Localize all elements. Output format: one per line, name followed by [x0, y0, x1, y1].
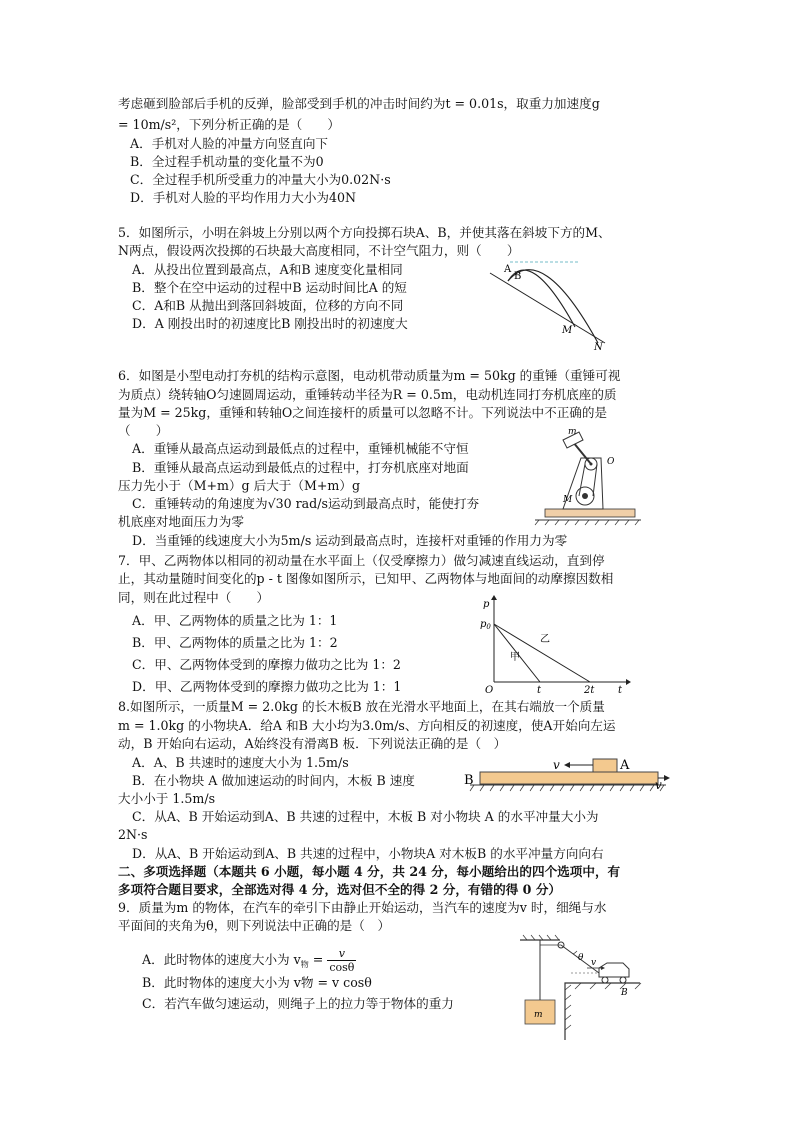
line-yi	[494, 624, 590, 682]
q7-pt-graph	[480, 594, 630, 694]
label-m: m	[534, 1010, 543, 1020]
q9-line-1: 9．质量为m 的物体，在汽车的牵引下由静止开始运动，当汽车的速度为v 时，细绳与水	[118, 900, 607, 915]
q9-option-c: C．若汽车做匀速运动，则绳子上的拉力等于物体的重力	[142, 996, 454, 1011]
label-b: B	[514, 271, 522, 282]
q7-line-1: 7．甲、乙两物体以相同的初动量在水平面上（仅受摩擦力）做匀减速直线运动，直到停	[118, 553, 605, 568]
q6-tamper-figure	[533, 428, 643, 526]
ledge-hatch	[565, 983, 641, 1030]
q6-option-a: A．重锤从最高点运动到最低点的过程中，重锤机械能不守恒	[132, 441, 469, 456]
label-p0: $p_0$	[480, 619, 491, 631]
velocity-a: v	[553, 758, 560, 772]
q7-line-3: 同，则在此过程中（ ）	[118, 590, 270, 605]
q5-option-d: D．A 刚投出时的初速度比B 刚投出时的初速度大	[132, 316, 408, 331]
q6-option-c-cont: 机底座对地面压力为零	[118, 514, 244, 529]
q9-option-b: B．此时物体的速度大小为 v物 = v cosθ	[142, 975, 372, 990]
q6-line-4: （ ）	[118, 423, 169, 438]
q7-line-2: 止，其动量随时间变化的p - t 图像如图所示，已知甲、乙两物体与地面间的动摩擦因数相	[118, 571, 614, 586]
q9-option-a-numerator: v	[327, 947, 356, 961]
q7-option-c: C．甲、乙两物体受到的摩擦力做功之比为 1：2	[132, 657, 401, 672]
trajectory-b	[508, 270, 598, 343]
q4-line-2: = 10m/s²，下列分析正确的是（ ）	[118, 117, 340, 132]
q9-option-a-fraction	[327, 947, 356, 974]
q5-option-a: A．从投出位置到最高点，A和B 速度变化量相同	[132, 262, 403, 277]
q5-trajectory-figure	[480, 255, 610, 353]
ceiling-hatch	[523, 935, 559, 940]
q5-option-c: C．A和B 从抛出到落回斜坡面，位移的方向不同	[132, 298, 404, 313]
q8-option-b: B．在小物块 A 做加速运动的时间内，木板 B 速度	[132, 773, 415, 788]
q9-option-a-sub: 物	[300, 960, 309, 969]
label-a: A	[504, 264, 512, 275]
tick-t: t	[537, 685, 542, 696]
q9-option-a	[142, 945, 356, 975]
ground-hatch	[470, 785, 664, 791]
q4-option-a: A．手机对人脸的冲量方向竖直向下	[130, 136, 329, 151]
q4-option-c: C．全过程手机所受重力的冲量大小为0.02N·s	[130, 172, 391, 187]
q4-option-b: B．全过程手机动量的变化量不为0	[130, 154, 324, 169]
label-theta: θ	[578, 953, 584, 963]
section2-title-line-2: 多项符合题目要求，全部选对得 4 分，选对但不全的得 2 分，有错的得 0 分）	[118, 882, 562, 897]
label-o: O	[607, 457, 615, 467]
label-b: B	[464, 773, 474, 788]
q8-option-b-cont: 大小小于 1.5m/s	[118, 791, 216, 806]
q7-option-d: D．甲、乙两物体受到的摩擦力做功之比为 1：1	[132, 679, 402, 694]
q6-option-c: C．重锤转动的角速度为√30 rad/s运动到最高点时，能使打夯	[132, 496, 480, 511]
q8-line-1: 8.如图所示，一质量M = 2.0kg 的长木板B 放在光滑水平地面上，在其右端放一个质量	[118, 699, 605, 714]
label-m: m	[568, 427, 577, 437]
q8-option-c: C．从A、B 开始运动到A、B 共速的过程中，木板 B 对小物块 A 的水平冲量大小为	[132, 809, 599, 824]
block-a	[593, 759, 617, 772]
origin-o: O	[485, 685, 494, 696]
q6-option-d: D．当重锤的线速度大小为5m/s 运动到最高点时，连接杆对重锤的作用力为零	[132, 533, 568, 548]
tick-2t: 2t	[584, 685, 595, 696]
board-b	[480, 772, 658, 784]
label-yi: 乙	[540, 634, 550, 645]
q9-option-a-prefix: A．此时物体的速度大小为 v	[142, 952, 301, 967]
label-b: B	[621, 988, 628, 998]
label-m: M	[562, 325, 573, 336]
q5-line-1: 5．如图所示，小明在斜坡上分别以两个方向投掷石块A、B，并使其落在斜坡下方的M、	[118, 225, 611, 240]
label-n: N	[594, 342, 603, 353]
q9-pulley-figure	[515, 935, 645, 1040]
q6-line-1: 6．如图是小型电动打夯机的结构示意图，电动机带动质量为m = 50kg 的重锤（重锤可视	[118, 368, 621, 383]
ledge	[565, 983, 640, 1040]
q4-option-d: D．手机对人脸的平均作用力大小为40N	[130, 190, 357, 205]
q8-line-2: m = 1.0kg 的小物块A．给A 和B 大小均为3.0m/s、方向相反的初速度，使A开始向左运	[118, 718, 616, 733]
q6-option-b: B．重锤从最高点运动到最低点的过程中，打夯机底座对地面	[132, 460, 469, 475]
q9-line-2: 平面间的夹角为θ，则下列说法中正确的是（ ）	[118, 918, 391, 933]
q8-option-d: D．从A、B 开始运动到A、B 共速的过程中，小物块A 对木板B 的水平冲量方向向右	[132, 846, 604, 861]
q6-line-2: 为质点）绕转轴O匀速圆周运动，重锤转动半径为R = 0.5m，电动机连同打夯机底座的质	[118, 387, 617, 402]
slope-line	[490, 273, 605, 343]
ground-hatch	[535, 520, 639, 525]
label-jia: 甲	[510, 652, 520, 663]
q8-option-a: A．A、B 共速时的速度大小为 1.5m/s	[132, 755, 349, 770]
q5-option-b: B．整个在空中运动的过程中B 运动时间比A 的短	[132, 280, 407, 295]
label-big-m: M	[563, 495, 573, 505]
q6-line-3: 量为M = 25kg，重锤和转轴O之间连接杆的质量可以忽略不计。下列说法中不正确的是	[118, 405, 608, 420]
q8-board-figure	[460, 755, 670, 797]
q7-option-b: B．甲、乙两物体的质量之比为 1：2	[132, 635, 338, 650]
q9-option-a-denominator: cosθ	[329, 961, 355, 974]
label-a: A	[620, 758, 630, 773]
q6-option-b-cont: 压力先小于（M+m）g 后大于（M+m）g	[118, 478, 361, 493]
section2-title-line-1: 二、多项选择题（本题共 6 小题，每小题 4 分，共 24 分，每小题给出的四个选项中，有	[118, 864, 621, 879]
axis-label-t: t	[618, 685, 623, 696]
q4-line-1: 考虑砸到脸部后手机的反弹，脸部受到手机的冲击时间约为t = 0.01s，取重力加速度g	[118, 96, 600, 111]
car	[599, 963, 629, 977]
label-v: v	[591, 958, 597, 968]
q9-option-a-eq: =	[308, 952, 328, 967]
q5-line-2: N两点，假设两次投掷的石块最大高度相同，不计空气阻力，则（ ）	[118, 243, 520, 258]
axis-label-p: p	[483, 599, 490, 610]
velocity-b: v	[655, 778, 662, 792]
q8-line-3: 动，B 开始向右运动，A始终没有滑离B 板．下列说法正确的是（ ）	[118, 736, 507, 751]
q8-option-c-cont: 2N·s	[118, 827, 148, 842]
q7-option-a: A．甲、乙两物体的质量之比为 1：1	[132, 613, 338, 628]
base-plate	[545, 509, 635, 517]
